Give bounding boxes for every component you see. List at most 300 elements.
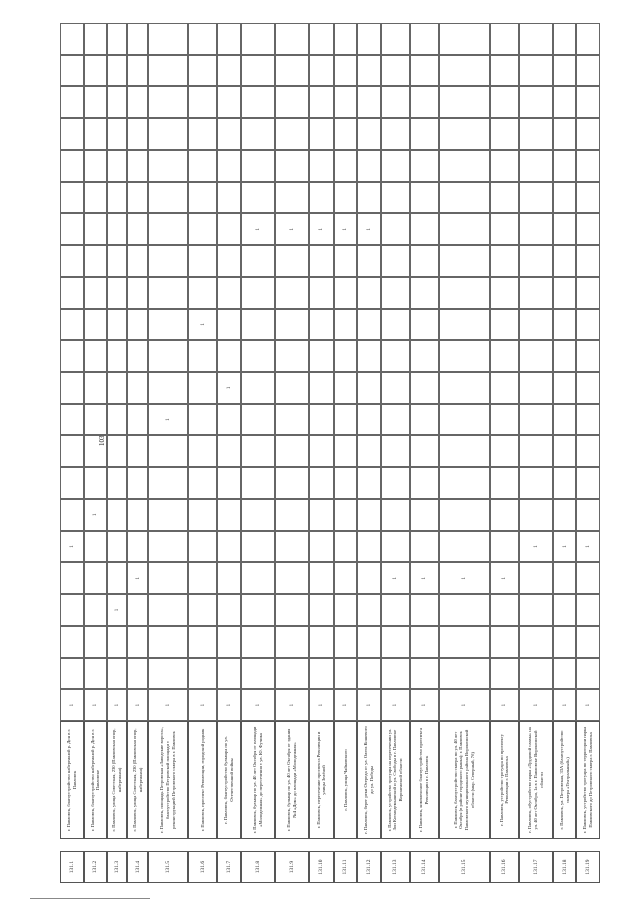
value-cell — [553, 86, 577, 118]
value-cell — [148, 435, 189, 467]
value-cell — [381, 23, 410, 55]
value-cell — [309, 435, 334, 467]
value-cell — [553, 467, 577, 499]
value-cell — [519, 213, 553, 245]
value-cell — [275, 118, 309, 150]
value-cell — [127, 213, 147, 245]
value-cell: 1 — [275, 689, 309, 721]
value-cell — [217, 86, 241, 118]
value-cell — [148, 277, 189, 309]
value-cell — [127, 182, 147, 214]
value-cell: 1 — [84, 689, 108, 721]
value-cell — [275, 23, 309, 55]
value-cell — [439, 118, 490, 150]
value-cell — [188, 594, 217, 626]
value-cell — [519, 86, 553, 118]
value-cell — [309, 404, 334, 436]
value-cell — [217, 277, 241, 309]
value-cell — [188, 372, 217, 404]
row-address: г. Павловск, улица Советская, 230 (Павловская опор, набережная) — [127, 721, 147, 839]
value-cell — [576, 626, 600, 658]
value-cell — [309, 245, 334, 277]
value-cell — [439, 245, 490, 277]
value-cell — [309, 531, 334, 563]
value-cell — [490, 372, 519, 404]
value-cell — [60, 23, 84, 55]
value-cell — [217, 594, 241, 626]
value-cell — [148, 309, 189, 341]
value-cell — [553, 23, 577, 55]
value-cell — [127, 118, 147, 150]
value-cell — [553, 499, 577, 531]
value-cell — [439, 467, 490, 499]
value-cell — [60, 562, 84, 594]
row-address: г. Павловск, благоустройство сквера по ул. 40 лет Октября (в районе городского рынка); г. Павловск Павловского муниципального района Воронежской области (мкр. Северный, 7б) — [439, 721, 490, 839]
value-cell — [439, 372, 490, 404]
value-cell: 1 — [410, 562, 439, 594]
value-cell — [148, 658, 189, 690]
value-cell: 1 — [439, 562, 490, 594]
value-cell — [60, 372, 84, 404]
value-cell — [357, 658, 381, 690]
value-cell — [490, 150, 519, 182]
value-cell — [439, 86, 490, 118]
row-index: 131.5 — [148, 851, 189, 883]
value-cell — [127, 467, 147, 499]
value-cell — [381, 372, 410, 404]
row-address: г. Павловск, берег реки Осереда от ул. Олега Кошевого до ул. Победы — [357, 721, 381, 839]
value-cell — [107, 626, 127, 658]
value-cell — [410, 404, 439, 436]
value-cell — [107, 404, 127, 436]
value-cell — [309, 118, 334, 150]
value-cell: 1 — [490, 689, 519, 721]
value-cell — [84, 435, 108, 467]
value-cell — [490, 245, 519, 277]
value-cell — [519, 594, 553, 626]
value-cell — [127, 309, 147, 341]
value-cell — [381, 499, 410, 531]
value-cell — [275, 86, 309, 118]
value-cell — [439, 309, 490, 341]
value-cell: 1 — [334, 213, 358, 245]
value-cell — [84, 626, 108, 658]
row-index: 131.17 — [519, 851, 553, 883]
value-cell — [107, 562, 127, 594]
value-cell — [217, 55, 241, 87]
value-cell — [490, 277, 519, 309]
value-cell — [275, 372, 309, 404]
value-cell — [127, 372, 147, 404]
value-cell — [241, 562, 275, 594]
value-cell — [309, 499, 334, 531]
value-cell — [217, 404, 241, 436]
value-cell — [490, 118, 519, 150]
value-cell: 1 — [107, 689, 127, 721]
value-cell — [84, 658, 108, 690]
value-cell — [107, 277, 127, 309]
value-cell — [357, 467, 381, 499]
rotated-table-page — [60, 23, 600, 883]
value-cell — [576, 23, 600, 55]
value-cell — [334, 340, 358, 372]
value-cell — [490, 55, 519, 87]
value-cell — [84, 245, 108, 277]
value-cell — [439, 340, 490, 372]
row-index: 131.15 — [439, 851, 490, 883]
value-cell — [217, 626, 241, 658]
footer-rule — [30, 898, 150, 899]
value-cell — [84, 23, 108, 55]
value-cell — [410, 86, 439, 118]
value-cell — [490, 340, 519, 372]
value-cell — [275, 182, 309, 214]
value-cell — [84, 309, 108, 341]
value-cell — [334, 626, 358, 658]
value-cell: 1 — [334, 689, 358, 721]
value-cell — [60, 118, 84, 150]
value-cell — [439, 55, 490, 87]
value-cell — [188, 658, 217, 690]
value-cell — [275, 626, 309, 658]
value-cell — [410, 626, 439, 658]
value-cell — [490, 86, 519, 118]
value-cell — [188, 435, 217, 467]
row-index: 131.16 — [490, 851, 519, 883]
value-cell — [410, 182, 439, 214]
value-cell — [519, 340, 553, 372]
value-cell — [519, 55, 553, 87]
value-cell — [241, 277, 275, 309]
value-cell — [309, 55, 334, 87]
value-cell — [553, 182, 577, 214]
value-cell — [60, 594, 84, 626]
value-cell — [309, 626, 334, 658]
value-cell — [107, 435, 127, 467]
value-cell — [410, 213, 439, 245]
value-cell — [148, 182, 189, 214]
row-address: г. Павловск, благоустройство набережной р. Дон в г. Павловск — [60, 721, 84, 839]
value-cell — [519, 182, 553, 214]
value-cell: 1 — [309, 689, 334, 721]
value-cell — [334, 658, 358, 690]
value-cell — [127, 55, 147, 87]
value-cell: 1 — [188, 309, 217, 341]
value-cell — [309, 86, 334, 118]
value-cell — [148, 626, 189, 658]
value-cell — [357, 309, 381, 341]
value-cell — [439, 531, 490, 563]
value-cell — [357, 340, 381, 372]
value-cell: 1 — [439, 689, 490, 721]
value-cell — [107, 213, 127, 245]
value-cell — [381, 86, 410, 118]
value-cell — [188, 55, 217, 87]
value-cell — [381, 467, 410, 499]
value-cell — [84, 86, 108, 118]
value-cell — [241, 118, 275, 150]
value-cell — [148, 467, 189, 499]
value-cell — [188, 626, 217, 658]
value-cell — [553, 340, 577, 372]
value-cell — [127, 594, 147, 626]
value-cell: 1 — [107, 594, 127, 626]
value-cell — [107, 182, 127, 214]
value-cell — [439, 150, 490, 182]
value-cell — [553, 277, 577, 309]
value-cell — [60, 150, 84, 182]
row-address: г. Павловск, улица Чайковского — [334, 721, 358, 839]
value-cell — [357, 150, 381, 182]
value-cell — [576, 467, 600, 499]
value-cell — [275, 245, 309, 277]
value-cell — [357, 594, 381, 626]
value-cell — [519, 372, 553, 404]
value-cell: 1 — [490, 562, 519, 594]
value-cell — [576, 118, 600, 150]
value-cell — [127, 86, 147, 118]
value-cell: 1 — [217, 689, 241, 721]
value-cell — [107, 118, 127, 150]
value-cell — [334, 562, 358, 594]
value-cell — [381, 182, 410, 214]
value-cell — [241, 467, 275, 499]
value-cell — [127, 150, 147, 182]
value-cell: 1 — [576, 689, 600, 721]
row-index: 131.13 — [381, 851, 410, 883]
value-cell — [439, 435, 490, 467]
value-cell — [439, 658, 490, 690]
value-cell — [60, 277, 84, 309]
value-cell — [241, 404, 275, 436]
value-cell — [107, 309, 127, 341]
value-cell — [576, 562, 600, 594]
value-cell — [107, 499, 127, 531]
value-cell — [275, 594, 309, 626]
value-cell — [241, 626, 275, 658]
page-number: 103 — [98, 435, 106, 446]
value-cell — [148, 150, 189, 182]
value-cell — [334, 372, 358, 404]
row-address: г. Павловск, устройство тротуара по проспекту Революции г. Павловска — [490, 721, 519, 839]
value-cell: 1 — [519, 689, 553, 721]
value-cell — [188, 245, 217, 277]
row-index: 131.2 — [84, 851, 108, 883]
value-cell: 1 — [148, 404, 189, 436]
value-cell — [241, 182, 275, 214]
value-cell — [357, 86, 381, 118]
value-cell: 1 — [241, 689, 275, 721]
value-cell — [519, 658, 553, 690]
value-cell — [84, 118, 108, 150]
value-cell — [241, 23, 275, 55]
value-cell — [127, 658, 147, 690]
value-cell — [188, 531, 217, 563]
value-cell — [275, 531, 309, 563]
value-cell — [439, 182, 490, 214]
value-cell — [381, 277, 410, 309]
value-cell — [127, 23, 147, 55]
value-cell — [576, 309, 600, 341]
value-cell — [148, 245, 189, 277]
value-cell — [107, 372, 127, 404]
value-cell — [334, 531, 358, 563]
value-cell — [275, 340, 309, 372]
value-cell — [576, 340, 600, 372]
value-cell — [107, 150, 127, 182]
value-cell — [60, 626, 84, 658]
value-cell — [127, 245, 147, 277]
value-cell — [107, 340, 127, 372]
value-cell: 1 — [241, 213, 275, 245]
value-cell — [576, 658, 600, 690]
value-cell — [490, 404, 519, 436]
value-cell — [334, 23, 358, 55]
value-cell — [334, 467, 358, 499]
value-cell — [188, 277, 217, 309]
row-address: г. Павловск, площадь Петровская «Заводские ворота», благоустройство Петровской площади с реконструкцией Петровского сквера в г. Павловск — [148, 721, 189, 839]
value-cell — [576, 213, 600, 245]
value-cell — [148, 118, 189, 150]
value-cell — [309, 467, 334, 499]
value-cell — [410, 594, 439, 626]
value-cell — [148, 594, 189, 626]
value-cell — [275, 55, 309, 87]
value-cell — [410, 55, 439, 87]
value-cell — [217, 182, 241, 214]
value-cell — [381, 245, 410, 277]
value-cell — [553, 594, 577, 626]
value-cell — [148, 86, 189, 118]
value-cell — [217, 213, 241, 245]
value-cell — [241, 658, 275, 690]
value-cell — [84, 404, 108, 436]
value-cell: 1 — [381, 562, 410, 594]
value-cell: 1 — [127, 562, 147, 594]
value-cell — [60, 309, 84, 341]
value-cell — [381, 435, 410, 467]
value-cell — [410, 467, 439, 499]
value-cell — [519, 467, 553, 499]
row-index: 131.18 — [553, 851, 577, 883]
value-cell — [309, 562, 334, 594]
value-cell — [275, 150, 309, 182]
row-index: 131.8 — [241, 851, 275, 883]
value-cell — [576, 277, 600, 309]
value-cell — [275, 435, 309, 467]
data-table — [60, 23, 600, 883]
value-cell — [334, 182, 358, 214]
value-cell — [107, 531, 127, 563]
row-address: г. Павловск, устройство тротуара по территории парка Павловского до Петровского сквера г. Павловска — [576, 721, 600, 839]
value-cell — [309, 594, 334, 626]
value-cell — [553, 372, 577, 404]
row-index: 131.10 — [309, 851, 334, 883]
value-cell — [381, 626, 410, 658]
value-cell — [519, 499, 553, 531]
value-cell — [410, 340, 439, 372]
value-cell — [553, 309, 577, 341]
value-cell — [275, 658, 309, 690]
value-cell — [357, 499, 381, 531]
value-cell — [309, 309, 334, 341]
value-cell — [148, 23, 189, 55]
value-cell — [439, 404, 490, 436]
value-cell — [84, 594, 108, 626]
value-cell: 1 — [357, 689, 381, 721]
row-address: г. Павловск, пересечение проспекта Революции и улицы Зелёной — [309, 721, 334, 839]
value-cell — [217, 562, 241, 594]
value-cell — [84, 150, 108, 182]
value-cell: 1 — [576, 531, 600, 563]
value-cell — [84, 213, 108, 245]
value-cell — [127, 435, 147, 467]
value-cell — [241, 150, 275, 182]
value-cell: 1 — [410, 689, 439, 721]
value-cell — [127, 499, 147, 531]
row-index: 131.12 — [357, 851, 381, 883]
value-cell — [188, 150, 217, 182]
value-cell — [357, 435, 381, 467]
value-cell — [84, 562, 108, 594]
value-cell — [241, 309, 275, 341]
value-cell — [107, 86, 127, 118]
value-cell — [357, 182, 381, 214]
value-cell — [357, 404, 381, 436]
value-cell — [519, 245, 553, 277]
value-cell — [84, 340, 108, 372]
row-address: г. Павловск, ул. Петровская, 33А (благоустройство сквера «Театральный») — [553, 721, 577, 839]
value-cell: 1 — [188, 689, 217, 721]
value-cell — [357, 277, 381, 309]
value-cell — [60, 435, 84, 467]
value-cell — [107, 55, 127, 87]
value-cell — [217, 531, 241, 563]
value-cell — [410, 499, 439, 531]
value-cell — [519, 626, 553, 658]
value-cell — [309, 182, 334, 214]
value-cell — [241, 594, 275, 626]
value-cell — [553, 435, 577, 467]
value-cell — [439, 277, 490, 309]
value-cell — [309, 340, 334, 372]
value-cell — [439, 213, 490, 245]
value-cell: 1 — [519, 531, 553, 563]
value-cell — [439, 23, 490, 55]
value-cell — [410, 118, 439, 150]
value-cell — [309, 23, 334, 55]
value-cell — [217, 658, 241, 690]
row-address: г. Павловск, улица Советская, 230 (Павловская опор, набережная) — [107, 721, 127, 839]
value-cell — [217, 340, 241, 372]
value-cell — [148, 213, 189, 245]
value-cell — [188, 182, 217, 214]
value-cell: 1 — [148, 689, 189, 721]
value-cell — [127, 340, 147, 372]
value-cell — [188, 562, 217, 594]
value-cell: 1 — [309, 213, 334, 245]
value-cell — [309, 658, 334, 690]
value-cell — [576, 594, 600, 626]
row-address: г. Павловск, бульвар по ул. 40 лет Октября от площади «Молодежная» до пересечения с ул. Ю. Фучика — [241, 721, 275, 839]
value-cell — [334, 150, 358, 182]
value-cell — [410, 150, 439, 182]
value-cell — [357, 562, 381, 594]
value-cell — [519, 23, 553, 55]
value-cell — [381, 213, 410, 245]
value-cell — [357, 23, 381, 55]
value-cell — [309, 150, 334, 182]
